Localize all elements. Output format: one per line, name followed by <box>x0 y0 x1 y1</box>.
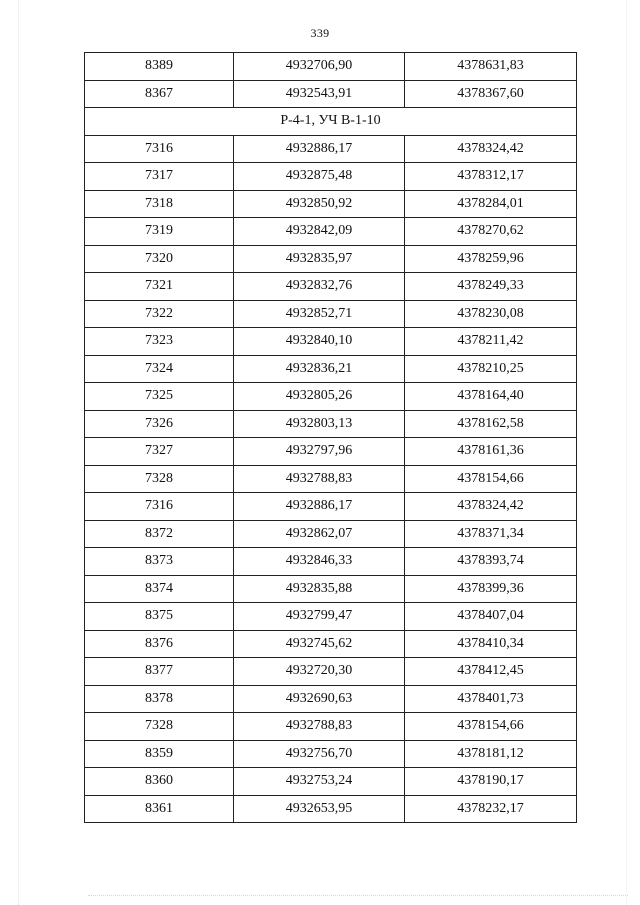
x-coordinate-cell: 4932862,07 <box>234 520 405 548</box>
x-coordinate-cell: 4932690,63 <box>234 685 405 713</box>
section-title: Р-4-1, УЧ В-1-10 <box>85 108 577 136</box>
table-row <box>85 355 577 383</box>
y-coordinate-cell: 4378210,25 <box>405 355 577 383</box>
y-coordinate-cell: 4378270,62 <box>405 218 577 246</box>
x-coordinate-cell: 4932835,88 <box>234 575 405 603</box>
x-coordinate-cell: 4932875,48 <box>234 163 405 191</box>
point-number-cell: 8377 <box>85 658 234 686</box>
x-coordinate-cell: 4932832,76 <box>234 273 405 301</box>
y-coordinate-cell: 4378399,36 <box>405 575 577 603</box>
y-coordinate-cell: 4378324,42 <box>405 135 577 163</box>
point-number-cell: 7317 <box>85 163 234 191</box>
table-row <box>85 493 577 521</box>
point-number-cell: 7325 <box>85 383 234 411</box>
y-coordinate-cell: 4378181,12 <box>405 740 577 768</box>
x-coordinate-cell: 4932803,13 <box>234 410 405 438</box>
y-coordinate-cell: 4378190,17 <box>405 768 577 796</box>
table-row <box>85 300 577 328</box>
point-number-cell: 8378 <box>85 685 234 713</box>
y-coordinate-cell: 4378162,58 <box>405 410 577 438</box>
table-row <box>85 658 577 686</box>
point-number-cell: 7323 <box>85 328 234 356</box>
table-row <box>85 768 577 796</box>
y-coordinate-cell: 4378401,73 <box>405 685 577 713</box>
y-coordinate-cell: 4378154,66 <box>405 713 577 741</box>
table-row <box>85 328 577 356</box>
point-number-cell: 7319 <box>85 218 234 246</box>
point-number-cell: 7320 <box>85 245 234 273</box>
x-coordinate-cell: 4932799,47 <box>234 603 405 631</box>
y-coordinate-cell: 4378407,04 <box>405 603 577 631</box>
y-coordinate-cell: 4378631,83 <box>405 53 577 81</box>
point-number-cell: 8359 <box>85 740 234 768</box>
y-coordinate-cell: 4378232,17 <box>405 795 577 823</box>
point-number-cell: 7328 <box>85 713 234 741</box>
coordinates-table <box>84 52 577 823</box>
x-coordinate-cell: 4932846,33 <box>234 548 405 576</box>
y-coordinate-cell: 4378324,42 <box>405 493 577 521</box>
table-row <box>85 630 577 658</box>
x-coordinate-cell: 4932836,21 <box>234 355 405 383</box>
x-coordinate-cell: 4932797,96 <box>234 438 405 466</box>
point-number-cell: 8372 <box>85 520 234 548</box>
point-number-cell: 7328 <box>85 465 234 493</box>
x-coordinate-cell: 4932653,95 <box>234 795 405 823</box>
point-number-cell: 7326 <box>85 410 234 438</box>
scan-margin-mark <box>626 0 627 905</box>
table-row <box>85 520 577 548</box>
table-row <box>85 438 577 466</box>
scan-margin-mark <box>18 0 19 905</box>
y-coordinate-cell: 4378211,42 <box>405 328 577 356</box>
table-row <box>85 410 577 438</box>
table-row <box>85 245 577 273</box>
table-row <box>85 53 577 81</box>
table-row <box>85 80 577 108</box>
point-number-cell: 7321 <box>85 273 234 301</box>
table-row <box>85 795 577 823</box>
y-coordinate-cell: 4378161,36 <box>405 438 577 466</box>
table-row <box>85 190 577 218</box>
section-header-row <box>85 108 577 136</box>
x-coordinate-cell: 4932788,83 <box>234 465 405 493</box>
y-coordinate-cell: 4378412,45 <box>405 658 577 686</box>
table-row <box>85 163 577 191</box>
y-coordinate-cell: 4378410,34 <box>405 630 577 658</box>
x-coordinate-cell: 4932840,10 <box>234 328 405 356</box>
point-number-cell: 8374 <box>85 575 234 603</box>
y-coordinate-cell: 4378230,08 <box>405 300 577 328</box>
point-number-cell: 8375 <box>85 603 234 631</box>
point-number-cell: 7318 <box>85 190 234 218</box>
table-row <box>85 713 577 741</box>
x-coordinate-cell: 4932745,62 <box>234 630 405 658</box>
table-row <box>85 383 577 411</box>
scan-edge-mark <box>88 895 628 896</box>
point-number-cell: 7324 <box>85 355 234 383</box>
x-coordinate-cell: 4932543,91 <box>234 80 405 108</box>
table-row <box>85 575 577 603</box>
y-coordinate-cell: 4378312,17 <box>405 163 577 191</box>
y-coordinate-cell: 4378249,33 <box>405 273 577 301</box>
point-number-cell: 7322 <box>85 300 234 328</box>
point-number-cell: 7327 <box>85 438 234 466</box>
point-number-cell: 8361 <box>85 795 234 823</box>
y-coordinate-cell: 4378393,74 <box>405 548 577 576</box>
y-coordinate-cell: 4378371,34 <box>405 520 577 548</box>
point-number-cell: 7316 <box>85 135 234 163</box>
x-coordinate-cell: 4932842,09 <box>234 218 405 246</box>
point-number-cell: 8367 <box>85 80 234 108</box>
table-row <box>85 548 577 576</box>
point-number-cell: 8376 <box>85 630 234 658</box>
x-coordinate-cell: 4932835,97 <box>234 245 405 273</box>
x-coordinate-cell: 4932805,26 <box>234 383 405 411</box>
table-row <box>85 740 577 768</box>
x-coordinate-cell: 4932850,92 <box>234 190 405 218</box>
x-coordinate-cell: 4932720,30 <box>234 658 405 686</box>
point-number-cell: 8389 <box>85 53 234 81</box>
table-row <box>85 685 577 713</box>
y-coordinate-cell: 4378367,60 <box>405 80 577 108</box>
coordinates-table-container <box>84 52 576 823</box>
table-row <box>85 135 577 163</box>
table-row <box>85 465 577 493</box>
x-coordinate-cell: 4932886,17 <box>234 493 405 521</box>
point-number-cell: 7316 <box>85 493 234 521</box>
point-number-cell: 8360 <box>85 768 234 796</box>
y-coordinate-cell: 4378284,01 <box>405 190 577 218</box>
x-coordinate-cell: 4932706,90 <box>234 53 405 81</box>
y-coordinate-cell: 4378259,96 <box>405 245 577 273</box>
x-coordinate-cell: 4932788,83 <box>234 713 405 741</box>
x-coordinate-cell: 4932852,71 <box>234 300 405 328</box>
y-coordinate-cell: 4378164,40 <box>405 383 577 411</box>
coordinates-table-body <box>85 53 577 823</box>
table-row <box>85 603 577 631</box>
page-number: 339 <box>310 26 330 40</box>
point-number-cell: 8373 <box>85 548 234 576</box>
x-coordinate-cell: 4932756,70 <box>234 740 405 768</box>
x-coordinate-cell: 4932753,24 <box>234 768 405 796</box>
table-row <box>85 218 577 246</box>
y-coordinate-cell: 4378154,66 <box>405 465 577 493</box>
x-coordinate-cell: 4932886,17 <box>234 135 405 163</box>
table-row <box>85 273 577 301</box>
